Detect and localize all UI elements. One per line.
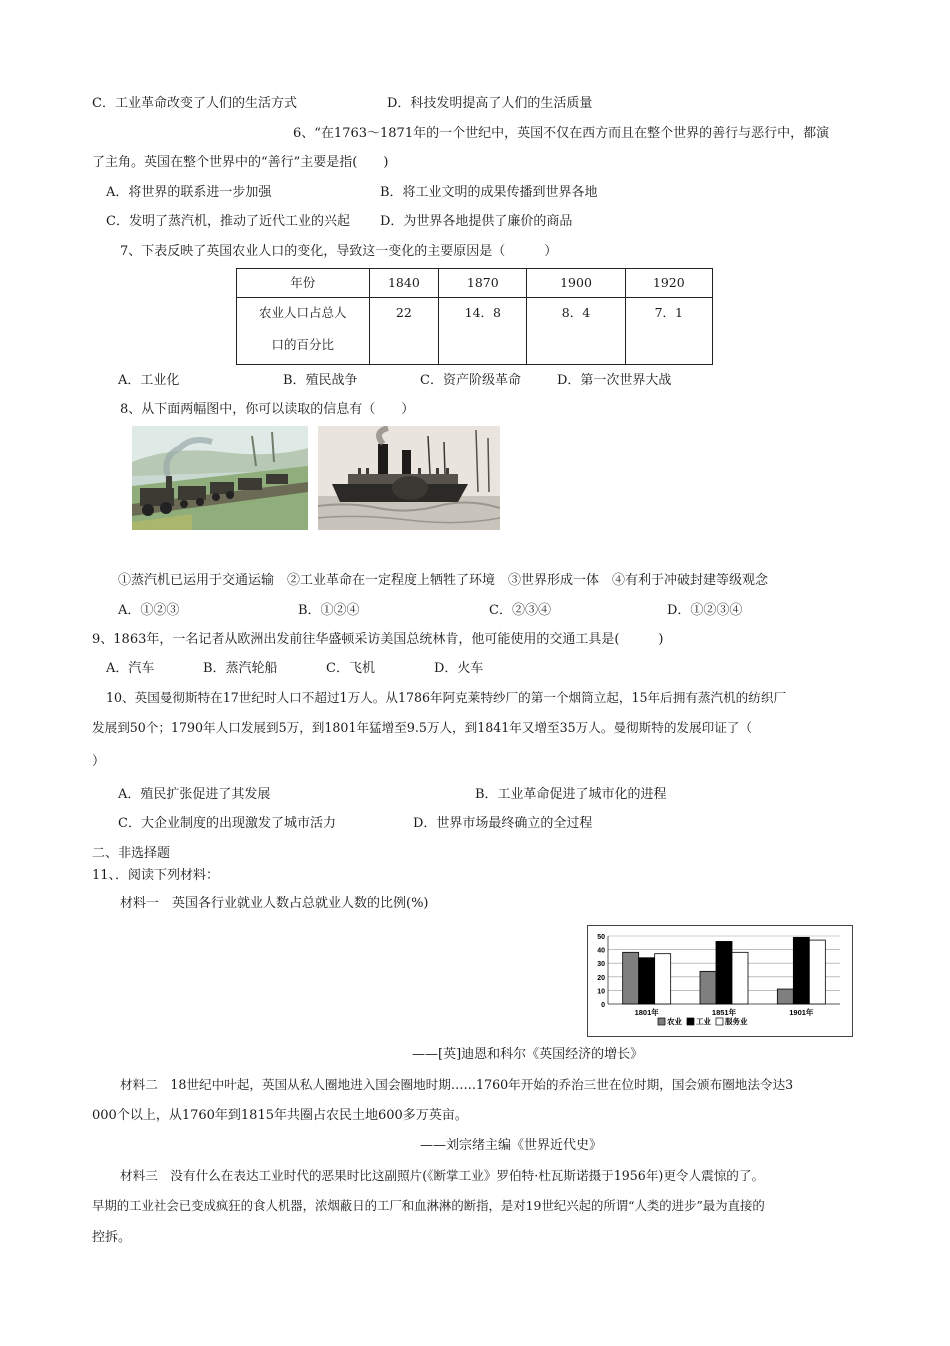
q8-option-b: B．①②④ (298, 603, 360, 618)
table-row-label (237, 298, 370, 365)
bar-服务业 (655, 954, 671, 1004)
steamboat-image (318, 426, 500, 530)
y-tick-label: 10 (597, 988, 605, 996)
q9-stem: 9、1863年，一名记者从欧洲出发前往华盛顿采访美国总统林肯，他可能使用的交通工具是( ) (92, 632, 664, 647)
steam-locomotive-image (132, 426, 308, 530)
chart-svg (588, 926, 852, 1036)
table-cell: 8．4 (527, 298, 625, 365)
q6-option-c: C．发明了蒸汽机，推动了近代工业的兴起 (106, 214, 350, 229)
q6-option-d: D．为世界各地提供了廉价的商品 (380, 214, 573, 229)
bar-农业 (623, 952, 639, 1004)
q10-option-b: B．工业革命促进了城市化的进程 (475, 787, 667, 802)
table-row (237, 298, 713, 365)
q10-stem-line3: ） (92, 754, 106, 769)
legend-label: 服务业 (725, 1017, 748, 1026)
material2-line1: 材料二 18世纪中叶起，英国从私人圈地进入国会圈地时期……1760年开始的乔治三世在位时期，国会颁布圈地法令达3 (120, 1077, 794, 1092)
q10-option-c: C．大企业制度的出现激发了城市活力 (118, 816, 336, 831)
q9-option-b: B．蒸汽轮船 (203, 661, 278, 676)
q8-option-d: D．①②③④ (667, 603, 743, 618)
y-tick-label: 0 (601, 1002, 605, 1009)
bar-工业 (639, 958, 655, 1004)
q6-option-a: A．将世界的联系进一步加强 (106, 185, 272, 200)
q8-stem: 8、从下面两幅图中，你可以读取的信息有（ ） (120, 402, 415, 417)
bar-工业 (793, 937, 809, 1004)
q10-stem-line2: 发展到50个；1790年人口发展到5万，到1801年猛增至9.5万人，到1841年又增至35万人。曼彻斯特的发展印证了（ (92, 720, 752, 735)
y-tick-label: 40 (597, 947, 605, 955)
row-label-line1: 农业人口占总人 (259, 305, 347, 320)
material3-line3: 控拆。 (92, 1230, 132, 1245)
q5-option-d: D．科技发明提高了人们的生活质量 (387, 96, 593, 111)
table-header-1900: 1900 (527, 269, 625, 298)
material2-source: ——刘宗绪主编《世界近代史》 (420, 1138, 603, 1153)
legend-label: 农业 (667, 1017, 682, 1026)
y-tick-label: 20 (597, 974, 605, 982)
q6-stem-line2: 了主角。英国在整个世界中的“善行”主要是指( ) (92, 155, 389, 170)
bar-农业 (777, 989, 793, 1004)
table-header-year: 年份 (237, 269, 370, 298)
table-row (237, 269, 713, 298)
q6-stem-line1: 6、“在1763～1871年的一个世纪中，英国不仅在西方而且在整个世界的善行与恶行中，都演 (293, 126, 830, 141)
material1-title: 材料一 英国各行业就业人数占总就业人数的比例(%) (120, 896, 429, 911)
q7-stem: 7、下表反映了英国农业人口的变化，导致这一变化的主要原因是（ ） (120, 244, 558, 259)
q8-info: ①蒸汽机已运用于交通运输 ②工业革命在一定程度上牺牲了环境 ③世界形成一体 ④有利于冲破封建等级观念 (118, 573, 769, 588)
employment-bar-chart (587, 925, 853, 1037)
q5-option-c: C．工业革命改变了人们的生活方式 (92, 96, 297, 111)
legend-label: 工业 (696, 1017, 711, 1026)
material2-line2: 000个以上，从1760年到1815年共圈占农民土地600多万英亩。 (92, 1108, 468, 1123)
q8-option-a: A．①②③ (118, 603, 180, 618)
q11-stem: 11、．阅读下列材料： (92, 868, 220, 883)
q10-option-a: A．殖民扩张促进了其发展 (118, 787, 271, 802)
legend-swatch (658, 1018, 665, 1025)
q8-option-c: C．②③④ (489, 603, 551, 618)
section-title: 二、非选择题 (92, 846, 171, 861)
q7-option-d: D．第一次世界大战 (557, 373, 672, 388)
material1-source: ——[英]迪恩和科尔《英国经济的增长》 (412, 1047, 644, 1062)
q9-option-c: C．飞机 (326, 661, 375, 676)
bar-服务业 (809, 940, 825, 1004)
row-label-line2: 口的百分比 (271, 337, 335, 352)
x-tick-label: 1901年 (789, 1008, 814, 1017)
table-cell: 22 (369, 298, 439, 365)
q10-option-d: D．世界市场最终确立的全过程 (413, 816, 593, 831)
x-tick-label: 1801年 (634, 1008, 659, 1017)
q7-option-a: A．工业化 (118, 373, 180, 388)
bar-农业 (700, 971, 716, 1004)
bar-服务业 (732, 952, 748, 1004)
q7-option-c: C．资产阶级革命 (420, 373, 521, 388)
x-tick-label: 1851年 (711, 1008, 737, 1017)
table-header-1870: 1870 (439, 269, 527, 298)
q7-option-b: B．殖民战争 (283, 373, 358, 388)
table-cell: 7．1 (625, 298, 712, 365)
q9-option-d: D．火车 (434, 661, 484, 676)
legend-swatch (716, 1018, 723, 1025)
material3-line2: 早期的工业社会已变成疯狂的食人机器，浓烟蔽日的工厂和血淋淋的断指，是对19世纪兴起的所谓“人类的进步”最为直接的 (92, 1198, 765, 1213)
material3-line1: 材料三 没有什么在表达工业时代的恶果时比这副照片(《断掌工业》罗伯特·杜瓦斯诺摄于1956年)更令人震惊的了。 (120, 1168, 765, 1183)
population-table (236, 268, 713, 365)
table-header-1840: 1840 (369, 269, 439, 298)
table-cell: 14．8 (439, 298, 527, 365)
q10-stem-line1: 10、英国曼彻斯特在17世纪时人口不超过1万人。从1786年阿克莱特纱厂的第一个烟筒立起，15年后拥有蒸汽机的纺织厂 (106, 690, 787, 705)
table-header-1920: 1920 (625, 269, 712, 298)
q6-option-b: B．将工业文明的成果传播到世界各地 (380, 185, 598, 200)
y-tick-label: 30 (597, 961, 605, 969)
legend-swatch (687, 1018, 694, 1025)
q9-option-a: A．汽车 (106, 661, 155, 676)
y-tick-label: 50 (597, 934, 605, 941)
bar-工业 (716, 941, 732, 1004)
